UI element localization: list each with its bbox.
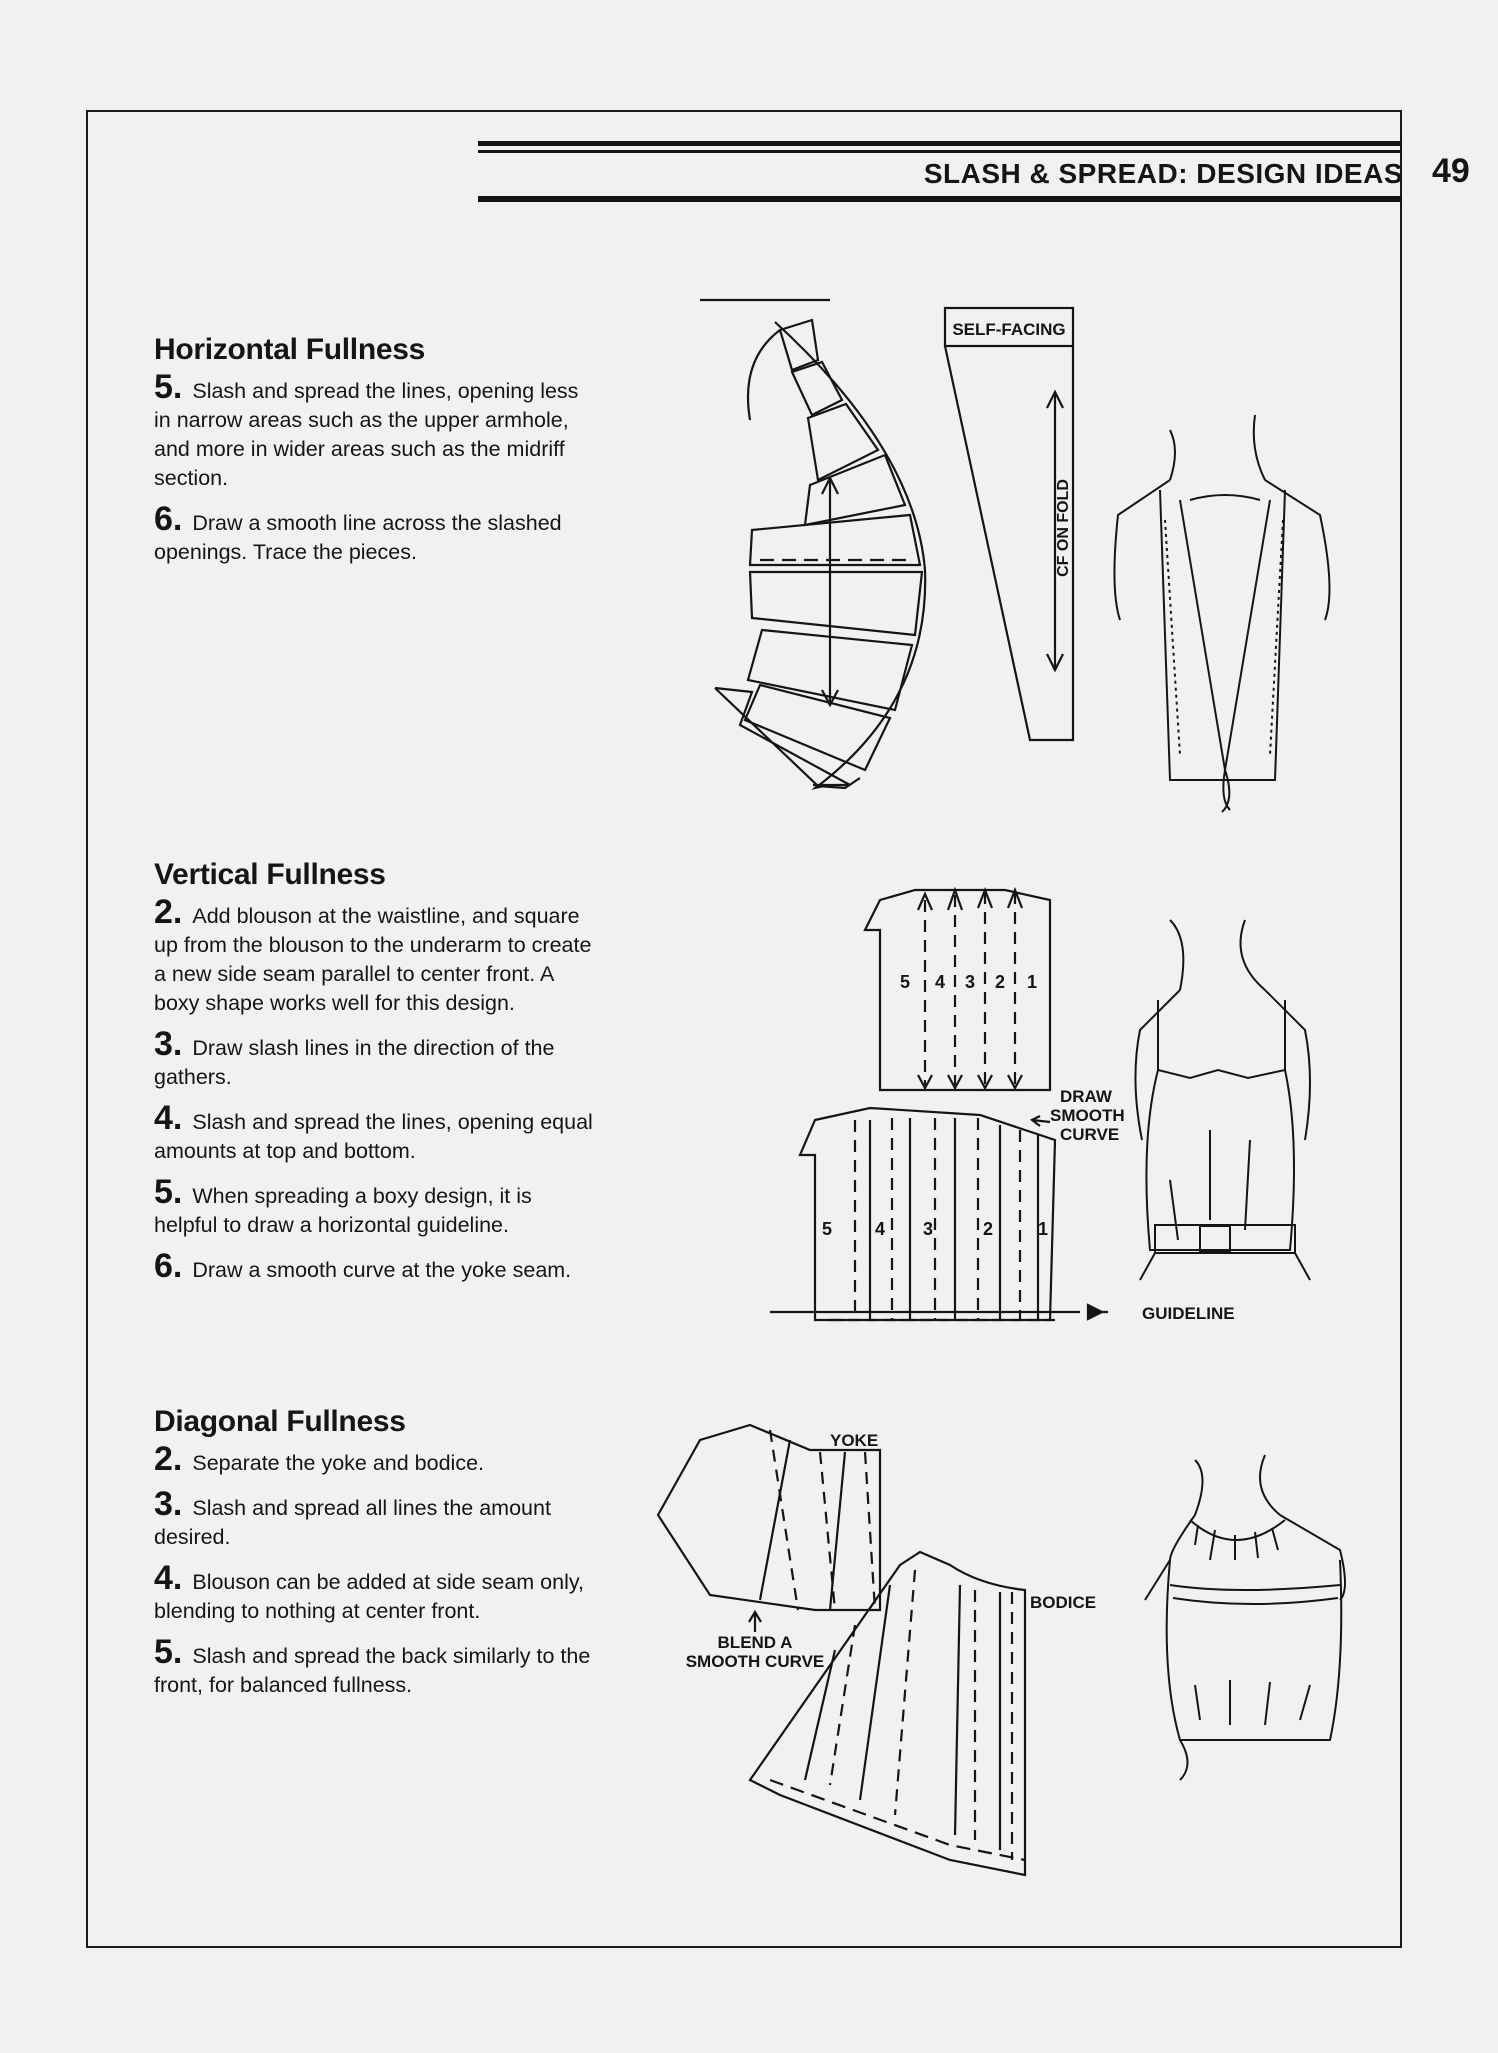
step bbox=[154, 1633, 598, 1700]
step-text: Draw slash lines in the direction of the gathers. bbox=[154, 1036, 555, 1089]
label-yoke: YOKE bbox=[830, 1431, 879, 1450]
step-number: 3. bbox=[154, 1485, 183, 1523]
step-number: 2. bbox=[154, 1440, 183, 1478]
step bbox=[154, 1440, 598, 1478]
slash-number: 3 bbox=[922, 1219, 934, 1239]
step bbox=[154, 1173, 598, 1240]
header-rule-top bbox=[478, 141, 1402, 146]
label-cf-on-fold: CF ON FOLD bbox=[1055, 479, 1072, 577]
yoke-blouse-sketch bbox=[1135, 920, 1310, 1280]
step-text: Slash and spread all lines the amount desired. bbox=[154, 1496, 551, 1549]
step-number: 6. bbox=[154, 500, 183, 538]
step-text: When spreading a boxy design, it is helpful to draw a horizontal guideline. bbox=[154, 1184, 532, 1237]
label-self-facing: SELF-FACING bbox=[952, 320, 1066, 339]
label-smooth: SMOOTH bbox=[1050, 1106, 1125, 1125]
section-heading: Vertical Fullness bbox=[154, 858, 386, 891]
tie-front-blouse-sketch bbox=[1114, 415, 1329, 812]
step bbox=[154, 1247, 598, 1285]
horizontal-fullness-diagram bbox=[700, 300, 1360, 820]
yoke-pattern-slashed bbox=[658, 1425, 880, 1610]
vertical-fullness-diagram bbox=[770, 880, 1370, 1340]
step-number: 5. bbox=[154, 368, 183, 406]
slash-number: 4 bbox=[934, 972, 946, 992]
step bbox=[154, 1099, 598, 1166]
blend-note bbox=[686, 1612, 825, 1671]
step-text: Slash and spread the back similarly to the front, for balanced fullness. bbox=[154, 1644, 591, 1697]
slash-number: 2 bbox=[982, 1219, 994, 1239]
step bbox=[154, 368, 594, 493]
section-heading: Horizontal Fullness bbox=[154, 333, 425, 366]
spread-pattern-pieces bbox=[700, 300, 925, 788]
step-text: Slash and spread the lines, opening less in narrow areas such as the upper armhole, and more in wider areas such as the midriff section. bbox=[154, 379, 579, 490]
label-bodice: BODICE bbox=[1030, 1593, 1097, 1612]
bodice-pattern-slashed bbox=[865, 890, 1050, 1090]
step-number: 4. bbox=[154, 1099, 183, 1137]
running-header: SLASH & SPREAD: DESIGN IDEAS bbox=[923, 158, 1403, 189]
step bbox=[154, 1025, 598, 1092]
step-text: Draw a smooth line across the slashed openings. Trace the pieces. bbox=[154, 511, 562, 564]
step-number: 3. bbox=[154, 1025, 183, 1063]
step-text: Slash and spread the lines, opening equal amounts at top and bottom. bbox=[154, 1110, 593, 1163]
header-rule-bottom bbox=[478, 196, 1402, 202]
gathered-yoke-blouse-sketch bbox=[1145, 1455, 1345, 1780]
label-draw: DRAW bbox=[1060, 1087, 1112, 1106]
label-smooth-curve: SMOOTH CURVE bbox=[685, 1652, 825, 1671]
self-facing-piece bbox=[945, 308, 1073, 740]
step-number: 5. bbox=[154, 1173, 183, 1211]
step bbox=[154, 500, 594, 567]
slash-number: 2 bbox=[994, 972, 1006, 992]
step-text: Draw a smooth curve at the yoke seam. bbox=[192, 1258, 572, 1282]
slash-number: 1 bbox=[1037, 1219, 1049, 1239]
label-guideline: GUIDELINE bbox=[1142, 1304, 1235, 1323]
section-diagonal-fullness bbox=[154, 1405, 598, 1712]
slash-number: 5 bbox=[821, 1219, 833, 1239]
diagonal-fullness-diagram bbox=[650, 1420, 1370, 1890]
step-number: 5. bbox=[154, 1633, 183, 1671]
label-blend: BLEND A bbox=[717, 1633, 793, 1652]
step-text: Add blouson at the waistline, and square up from the blouson to the underarm to create a new side seam parallel to center front. A boxy shape works well for this design. bbox=[154, 904, 592, 1015]
slash-number: 1 bbox=[1026, 972, 1038, 992]
step bbox=[154, 1485, 598, 1552]
step bbox=[154, 1559, 598, 1626]
step-text: Separate the yoke and bodice. bbox=[192, 1451, 485, 1475]
header-rule-mid bbox=[478, 150, 1402, 153]
label-curve: CURVE bbox=[1060, 1125, 1120, 1144]
section-heading: Diagonal Fullness bbox=[154, 1405, 406, 1438]
step-text: Blouson can be added at side seam only, blending to nothing at center front. bbox=[154, 1570, 584, 1623]
small-slash-numbers bbox=[900, 972, 1037, 992]
slash-number: 4 bbox=[874, 1219, 886, 1239]
page-number: 49 bbox=[1432, 152, 1470, 190]
step-number: 6. bbox=[154, 1247, 183, 1285]
section-horizontal-fullness bbox=[154, 333, 594, 579]
slash-number: 3 bbox=[964, 972, 976, 992]
step bbox=[154, 893, 598, 1018]
section-vertical-fullness bbox=[154, 858, 598, 1297]
slash-number: 5 bbox=[899, 972, 911, 992]
bodice-pattern-slashed bbox=[750, 1552, 1096, 1875]
step-number: 4. bbox=[154, 1559, 183, 1597]
bodice-pattern-spread bbox=[770, 1087, 1235, 1323]
step-number: 2. bbox=[154, 893, 183, 931]
